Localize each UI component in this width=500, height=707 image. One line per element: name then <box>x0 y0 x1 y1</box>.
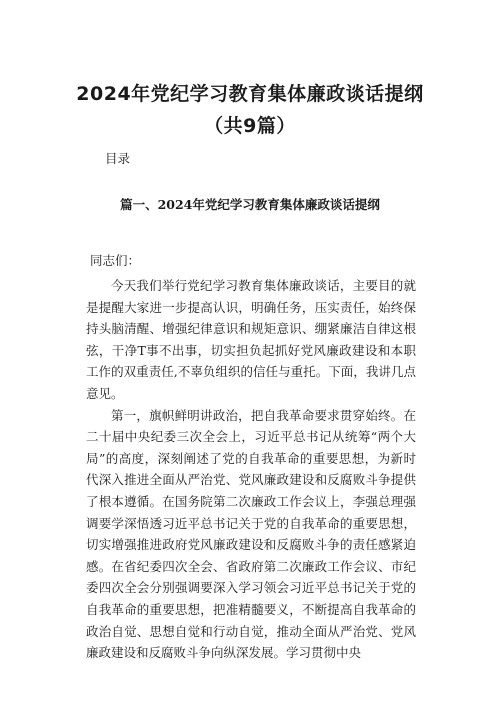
body-paragraph: 今天我们举行党纪学习教育集体廉政谈话，主要目的就是提醒大家进一步提高认识，明确任务，压实责任，始终保持头脑清醒、增强纪律意识和规矩意识、绷紧廉洁自律这根弦，干净T事不出事，切实担负起抓好党风廉政建设和本职工作的双重责任,不辜负组织的信任与重托。下面，我讲几点意见。 <box>86 278 416 401</box>
body-paragraph: 第一，旗帜鲜明讲政治，把自我革命要求贯穿始终。在二十届中央纪委三次全会上，习近平总书记从统筹“两个大局”的高度，深刻阐述了党的自我革命的重要思想，为新时代深入推进全面从严治党、党风廉政建设和反腐败斗争提供了根本遵循。在国务院第二次廉政工作会议上，李强总理强调要学深悟透习近平总书记关于党的自我革命的重要思想，切实增强推进政府党风廉政建设和反腐败斗争的责任感紧迫感。在省纪委四次全会、省政府第二次廉政工作会议、市纪委四次全会分别强调要深入学习领会习近平总书记关于党的自我革命的重要思想，把准精髓要义，不断提高自我革命的政治自觉、思想自觉和行动自觉，推动全面从严治党、党风廉政建设和反腐败斗争向纵深发展。学习贯彻中央 <box>86 407 416 661</box>
document-title: 2024年党纪学习教育集体廉政谈话提纲（共9篇） <box>76 83 424 137</box>
body-text <box>86 275 416 664</box>
salutation: 同志们： <box>90 253 141 268</box>
section-heading: 篇一、2024年党纪学习教育集体廉政谈话提纲 <box>120 197 380 212</box>
toc-label: 目录 <box>105 151 131 166</box>
